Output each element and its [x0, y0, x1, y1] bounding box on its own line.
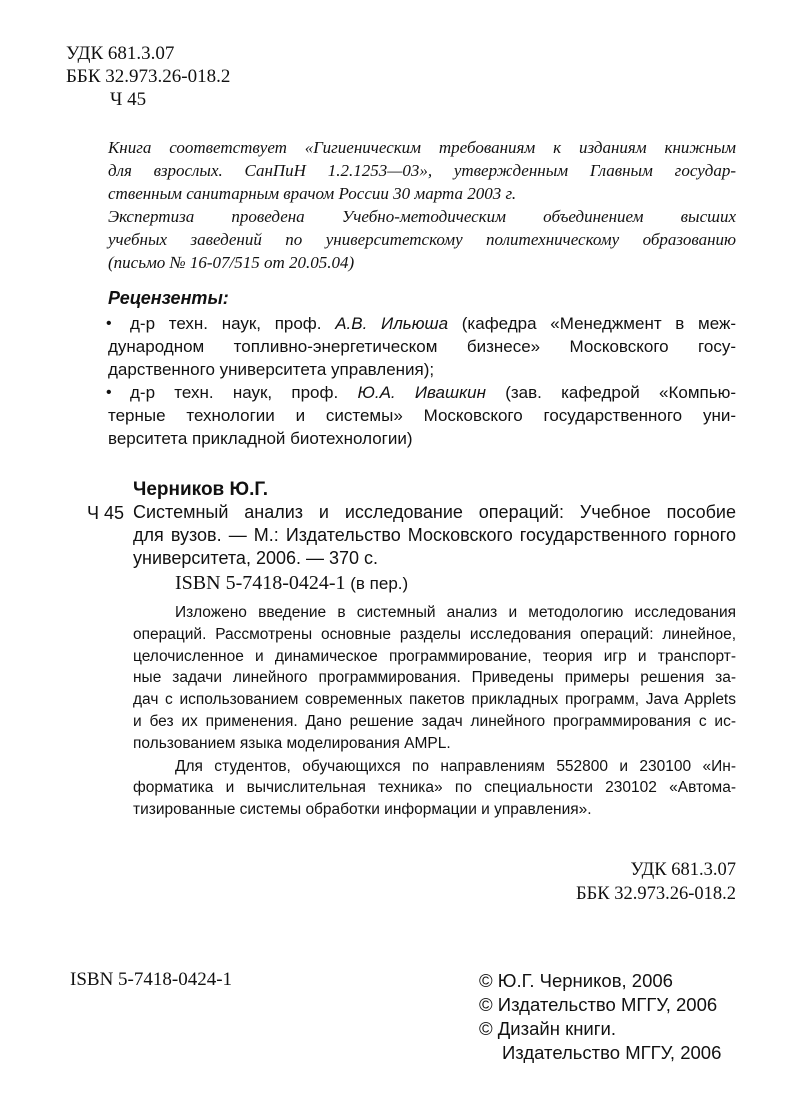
abstract-line: и без их применения. Дано решение задач линейного программирования с ис- [133, 712, 736, 730]
abstract-line: ные задачи линейного программирования. Приведены примеры решения за- [133, 669, 736, 687]
abstract-line: форматика и вычислительная техника» по специальности 230102 «Автома- [133, 779, 736, 797]
isbn-number: ISBN 5-7418-0424-1 [175, 572, 346, 594]
notice-line: для взрослых. СанПиН 1.2.1253—03», утвержденным Главным государ- [108, 161, 736, 180]
card-abstract [133, 602, 736, 821]
abstract-line: тизированные системы обработки информации и управления». [133, 801, 592, 819]
classification-codes-bottom [540, 858, 736, 906]
bbk-code: ББК 32.973.26-018.2 [66, 66, 231, 87]
udk-code: УДК 681.3.07 [66, 43, 175, 64]
card-title-line: Системный анализ и исследование операций: Учебное пособие [133, 502, 736, 522]
copyright-line: Издательство МГГУ, 2006 [502, 1042, 722, 1063]
author-mark: Ч 45 [110, 89, 147, 110]
card-title-line: университета, 2006. — 370 с. [133, 548, 379, 568]
abstract-line: дач с использованием современных пакетов прикладных программ, Java Applets [133, 691, 736, 709]
notice-line: ственным санитарным врачом России 30 марта 2003 г. [108, 184, 517, 203]
reviewer-name: Ю.А. Ивашкин [357, 383, 486, 402]
notice-line: (письмо № 16-07/515 от 20.05.04) [108, 253, 355, 272]
reviewer-name: А.В. Ильюша [335, 314, 449, 333]
hygiene-notice [108, 136, 736, 274]
reviewer-line: верситета прикладной биотехнологии) [108, 429, 413, 448]
abstract-line: Изложено введение в системный анализ и методологию исследования [175, 604, 736, 621]
notice-line: Экспертиза проведена Учебно-методическим объединением высших [108, 207, 736, 226]
abstract-line: операций. Рассмотрены основные разделы исследования операций: линейное, [133, 625, 736, 643]
bullet-icon: • [106, 315, 112, 332]
copyright-line: © Дизайн книги. [479, 1018, 616, 1039]
bullet-icon: • [106, 384, 112, 401]
footer-isbn: ISBN 5-7418-0424-1 [70, 969, 233, 990]
card-author: Черников Ю.Г. [133, 479, 269, 500]
reviewer-line: дарственного университета управления); [108, 360, 435, 379]
copyright-line: © Издательство МГГУ, 2006 [479, 994, 718, 1015]
copyright-line: © Ю.Г. Черников, 2006 [479, 970, 673, 991]
notice-line: учебных заведений по университетскому политехническому образованию [108, 230, 736, 249]
card-code: Ч 45 [87, 503, 125, 523]
reviewer-item [108, 381, 736, 450]
udk-code: УДК 681.3.07 [630, 860, 736, 880]
reviewers-heading: Рецензенты: [108, 288, 229, 308]
bbk-code: ББК 32.973.26-018.2 [576, 884, 736, 904]
notice-line: Книга соответствует «Гигиеническим требованиям к изданиям книжным [108, 138, 736, 157]
classification-codes-top [66, 42, 230, 111]
binding-note: (в пер.) [345, 574, 409, 593]
abstract-line: пользованием языка моделирования AMPL. [133, 734, 451, 752]
card-title-block [133, 501, 736, 570]
reviewer-line: дународном топливно-энергетическом бизнесе» Московского госу- [108, 337, 736, 356]
reviewer-item [108, 312, 736, 381]
abstract-line: Для студентов, обучающихся по направлениям 552800 и 230100 «Ин- [175, 757, 736, 775]
reviewers-section [108, 287, 736, 450]
reviewer-line: • д-р техн. наук, проф. Ю.А. Ивашкин (зав. кафедрой «Компью- [106, 383, 737, 402]
reviewer-line: • д-р техн. наук, проф. А.В. Ильюша (кафедра «Менеджмент в меж- [106, 314, 737, 333]
copyright-block [479, 969, 721, 1065]
abstract-line: целочисленное и динамическое программирование, теория игр и транспорт- [133, 647, 736, 665]
card-isbn [175, 572, 408, 595]
reviewer-line: терные технологии и системы» Московского государственного уни- [108, 406, 736, 425]
card-title-line: для вузов. — М.: Издательство Московского государственного горного [133, 525, 736, 545]
